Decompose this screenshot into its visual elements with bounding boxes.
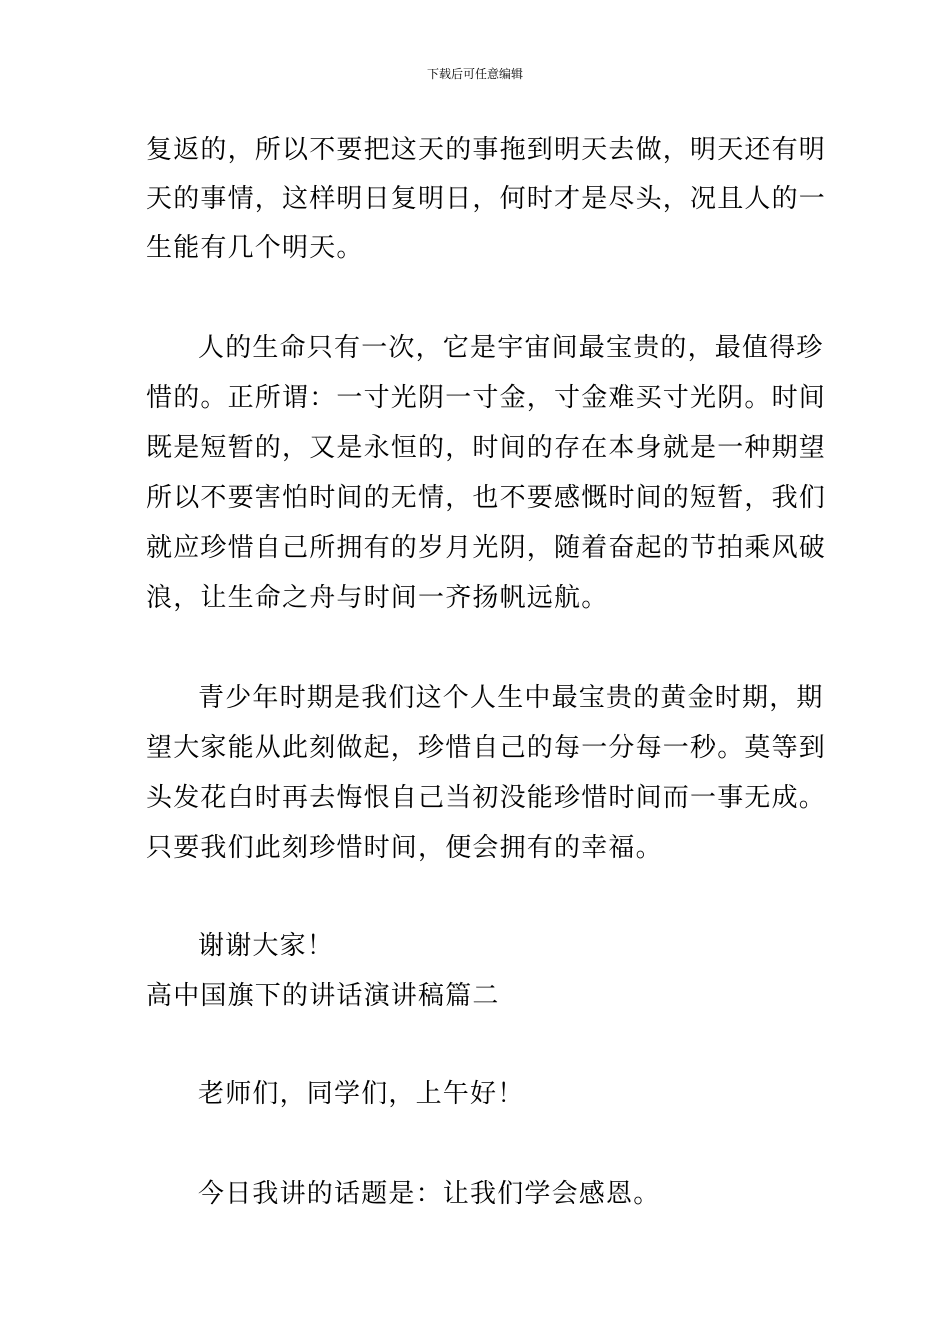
topic-line: 今日我讲的话题是：让我们学会感恩。	[198, 1179, 661, 1209]
closing-line: 谢谢大家！	[198, 931, 335, 961]
paragraph-line: 惜的。正所谓：一寸光阴一寸金，寸金难买寸光阴。时间	[146, 383, 827, 413]
paragraph-line: 复返的，所以不要把这天的事拖到明天去做，明天还有明	[146, 135, 827, 165]
greeting-line: 老师们，同学们，上午好！	[198, 1079, 525, 1109]
paragraph-line: 天的事情，这样明日复明日，何时才是尽头，况且人的一	[146, 184, 827, 214]
paragraph-line: 生能有几个明天。	[146, 233, 364, 263]
paragraph-line: 只要我们此刻珍惜时间，便会拥有的幸福。	[146, 833, 663, 863]
paragraph-line: 所以不要害怕时间的无情，也不要感慨时间的短暂，我们	[146, 483, 827, 513]
paragraph-line: 就应珍惜自己所拥有的岁月光阴，随着奋起的节拍乘风破	[146, 533, 827, 563]
paragraph-line: 浪，让生命之舟与时间一齐扬帆远航。	[146, 583, 609, 613]
paragraph-line: 望大家能从此刻做起，珍惜自己的每一分每一秒。莫等到	[146, 733, 827, 763]
paragraph-line: 青少年时期是我们这个人生中最宝贵的黄金时期，期	[198, 683, 824, 713]
paragraph-line: 人的生命只有一次，它是宇宙间最宝贵的，最值得珍	[198, 333, 824, 363]
section-title: 高中国旗下的讲话演讲稿篇二	[146, 981, 500, 1011]
paragraph-line: 头发花白时再去悔恨自己当初没能珍惜时间而一事无成。	[146, 783, 827, 813]
page-header: 下载后可任意编辑	[426, 67, 523, 81]
paragraph-line: 既是短暂的，又是永恒的，时间的存在本身就是一种期望	[146, 433, 827, 463]
